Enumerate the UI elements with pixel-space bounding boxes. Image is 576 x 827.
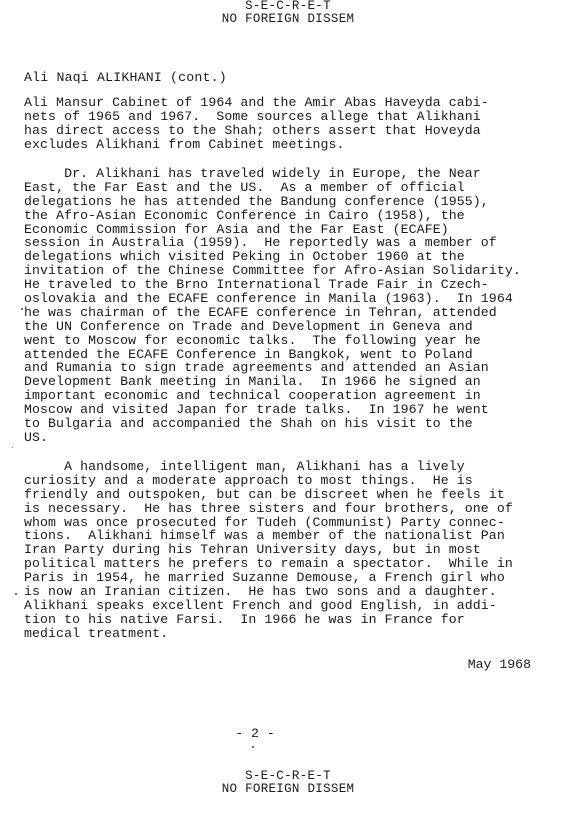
- footer-dissem-marking: NO FOREIGN DISSEM: [221, 782, 355, 796]
- paragraph-2: [24, 167, 544, 445]
- paragraph-line: excludes Alikhani from Cabinet meetings.: [24, 136, 345, 152]
- paragraph-line: attended the ECAFE Conference in Bangkok, went to Poland: [24, 346, 473, 362]
- header-dissem-marking: NO FOREIGN DISSEM: [221, 12, 355, 26]
- paragraph-line: delegations which visited Peking in October 1960 at the: [24, 249, 465, 265]
- page-number: - 2 -: [235, 726, 275, 741]
- scan-speck: [15, 593, 17, 595]
- paragraph-line: political matters he prefers to remain a spectator. While in: [24, 556, 513, 572]
- paragraph-line: session in Australia (1959). He reportedly was a member of: [24, 235, 497, 251]
- paragraph-line: Iran Party during his Tehran University days, but in most: [24, 542, 481, 558]
- paragraph-line: oslovakia and the ECAFE conference in Manila (1963). In 1964: [24, 291, 513, 307]
- paragraph-3: [24, 460, 544, 641]
- paragraph-line: delegations he has attended the Bandung conference (1955),: [24, 193, 489, 209]
- paragraph-line: medical treatment.: [24, 625, 169, 641]
- scan-speck: [252, 746, 254, 748]
- paragraph-line: East, the Far East and the US. As a member of official: [24, 179, 465, 195]
- document-date: May 1968: [467, 657, 531, 672]
- paragraph-line: important economic and technical cooperation agreement in: [24, 388, 481, 404]
- paragraph-line: he was chairman of the ECAFE conference in Tehran, attended: [24, 304, 497, 320]
- paragraph-line: went to Moscow for economic talks. The following year he: [24, 332, 481, 348]
- paragraph-line: has direct access to the Shah; others assert that Hoveyda: [24, 122, 481, 138]
- paragraph-line: curiosity and a moderate approach to most things. He is: [24, 472, 473, 488]
- paragraph-line: is now an Iranian citizen. He has two sons and a daughter.: [24, 584, 497, 600]
- paragraph-line: Paris in 1954, he married Suzanne Demouse, a French girl who: [24, 570, 505, 586]
- paragraph-line: whom was once prosecuted for Tudeh (Communist) Party connec-: [24, 514, 505, 530]
- header-classification: [0, 0, 576, 26]
- paragraph-1: [24, 96, 544, 152]
- paragraph-line: A handsome, intelligent man, Alikhani has a lively: [24, 459, 465, 474]
- paragraph-line: friendly and outspoken, but can be discreet when he feels it: [24, 486, 505, 502]
- scan-speck: [21, 308, 23, 310]
- header-secret-marking: S-E-C-R-E-T: [245, 0, 331, 13]
- paragraph-line: Moscow and visited Japan for trade talks. In 1967 he went: [24, 402, 489, 418]
- paragraph-line: Dr. Alikhani has traveled widely in Europe, the Near: [24, 166, 481, 181]
- paragraph-line: Alikhani speaks excellent French and good English, in addi-: [24, 597, 497, 613]
- paragraph-line: and Rumania to sign trade agreements and attended an Asian: [24, 360, 489, 376]
- paragraph-line: tion to his native Farsi. In 1966 he was in France for: [24, 611, 465, 627]
- paragraph-line: Development Bank meeting in Manila. In 1966 he signed an: [24, 374, 481, 390]
- footer-classification: [0, 770, 576, 796]
- paragraph-line: to Bulgaria and accompanied the Shah on his visit to the: [24, 416, 473, 432]
- paragraph-line: invitation of the Chinese Committee for Afro-Asian Solidarity.: [24, 263, 521, 279]
- paragraph-line: tions. Alikhani himself was a member of the nationalist Pan: [24, 528, 505, 544]
- paragraph-line: He traveled to the Brno International Trade Fair in Czech-: [24, 277, 489, 293]
- footer-secret-marking: S-E-C-R-E-T: [245, 769, 331, 783]
- scan-speck: [12, 447, 13, 448]
- paragraph-line: nets of 1965 and 1967. Some sources allege that Alikhani: [24, 108, 481, 124]
- paragraph-line: Ali Mansur Cabinet of 1964 and the Amir Abas Haveyda cabi-: [24, 95, 489, 110]
- paragraph-line: the Afro-Asian Economic Conference in Cairo (1958), the: [24, 207, 465, 223]
- paragraph-line: US.: [24, 429, 49, 445]
- paragraph-line: the UN Conference on Trade and Development in Geneva and: [24, 318, 473, 334]
- subject-line: Ali Naqi ALIKHANI (cont.): [24, 70, 227, 85]
- paragraph-line: Economic Commission for Asia and the Far East (ECAFE): [24, 221, 449, 237]
- paragraph-line: is necessary. He has three sisters and four brothers, one of: [24, 500, 513, 516]
